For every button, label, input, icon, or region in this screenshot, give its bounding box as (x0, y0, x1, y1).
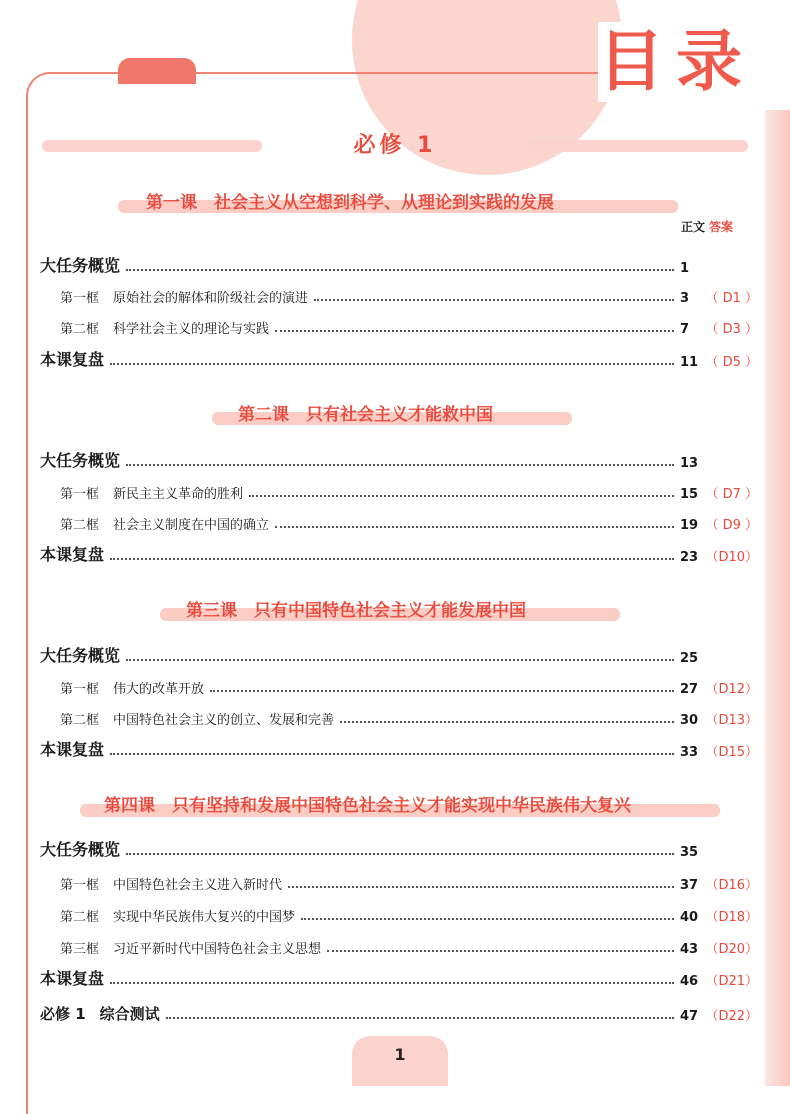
leader-dots (110, 982, 674, 984)
toc-page-number: 37 (680, 878, 699, 893)
toc-label: 第三框 习近平新时代中国特色社会主义思想 (60, 942, 322, 957)
leader-dots (314, 299, 674, 301)
toc-answer-page: （D20） (705, 942, 758, 957)
toc-label: 本课复盘 (40, 350, 105, 369)
toc-page-number: 47 (680, 1009, 699, 1024)
toc-page-number: 43 (680, 942, 699, 957)
toc-answer-page: （D13） (705, 713, 758, 728)
leader-dots (126, 853, 674, 855)
right-edge-strip (765, 110, 790, 1086)
toc-label: 大任务概览 (40, 840, 121, 859)
toc-page-number: 23 (680, 550, 699, 565)
toc-label: 第一框 伟大的改革开放 (60, 682, 205, 697)
lesson-title: 第一课 社会主义从空想到科学、从理论到实践的发展 (146, 193, 554, 213)
toc-label: 第二框 实现中华民族伟大复兴的中国梦 (60, 910, 296, 925)
lesson-title: 第三课 只有中国特色社会主义才能发展中国 (186, 601, 526, 621)
toc-answer-page: （ D3 ） (705, 322, 758, 337)
column-main-text: 正文 (681, 220, 706, 234)
toc-page-number: 40 (680, 910, 699, 925)
toc-answer-page: （ D9 ） (705, 518, 758, 533)
toc-row-frame[interactable] (40, 935, 758, 957)
toc-answer-page: （D10） (705, 550, 758, 565)
leader-dots (340, 721, 674, 723)
toc-row-review[interactable] (40, 543, 758, 565)
toc-label: 本课复盘 (40, 740, 105, 759)
toc-page-number: 7 (680, 322, 690, 337)
leader-dots (210, 690, 674, 692)
toc-answer-page: （D15） (705, 745, 758, 760)
toc-page-number: 19 (680, 518, 699, 533)
toc-label: 第二框 中国特色社会主义的创立、发展和完善 (60, 713, 335, 728)
toc-row-overview[interactable] (40, 254, 758, 276)
toc-label: 第一框 原始社会的解体和阶级社会的演进 (60, 291, 309, 306)
toc-row-final-test[interactable] (40, 1002, 758, 1024)
toc-label: 第二框 科学社会主义的理论与实践 (60, 322, 270, 337)
toc-row-overview[interactable] (40, 449, 758, 471)
column-answer: 答案 (709, 220, 734, 234)
toc-page-number: 35 (680, 845, 699, 860)
toc-answer-page: （D18） (705, 910, 758, 925)
toc-row-review[interactable] (40, 348, 758, 370)
toc-label: 第一框 中国特色社会主义进入新时代 (60, 878, 283, 893)
leader-dots (288, 886, 674, 888)
toc-answer-page: （ D1 ） (705, 291, 758, 306)
toc-answer-page: （ D5 ） (705, 355, 758, 370)
toc-page-number: 3 (680, 291, 690, 306)
toc-label: 大任务概览 (40, 256, 121, 275)
toc-answer-page: （D22） (705, 1009, 758, 1024)
toc-row-frame[interactable] (40, 480, 758, 502)
toc-row-frame[interactable] (40, 675, 758, 697)
page-title: 目录 (598, 22, 778, 102)
leader-dots (110, 363, 674, 365)
leader-dots (126, 464, 674, 466)
leader-dots (249, 495, 674, 497)
page-number: 1 (352, 1036, 448, 1086)
leader-dots (126, 269, 674, 271)
leader-dots (110, 558, 674, 560)
toc-page-number: 1 (680, 261, 690, 276)
toc-label: 本课复盘 (40, 969, 105, 988)
toc-page-number: 33 (680, 745, 699, 760)
toc-row-overview[interactable] (40, 644, 758, 666)
toc-page-number: 25 (680, 651, 699, 666)
toc-page-number: 13 (680, 456, 699, 471)
toc-label: 本课复盘 (40, 545, 105, 564)
toc-row-frame[interactable] (40, 903, 758, 925)
page-frame-border (26, 72, 748, 1114)
toc-row-overview[interactable] (40, 838, 758, 860)
leader-dots (275, 526, 674, 528)
toc-page-number: 27 (680, 682, 699, 697)
toc-label: 大任务概览 (40, 451, 121, 470)
toc-answer-page: （ D7 ） (705, 487, 758, 502)
toc-row-frame[interactable] (40, 706, 758, 728)
toc-row-frame[interactable] (40, 284, 758, 306)
leader-dots (301, 918, 674, 920)
leader-dots (110, 753, 674, 755)
toc-row-review[interactable] (40, 967, 758, 989)
toc-label: 必修 1 综合测试 (40, 1005, 160, 1023)
leader-dots (126, 659, 674, 661)
section-title: 必修 1 (353, 133, 437, 158)
toc-answer-page: （D21） (705, 974, 758, 989)
header-decoration-tab (118, 58, 196, 84)
column-headers (681, 218, 733, 235)
leader-dots (327, 950, 674, 952)
leader-dots (166, 1017, 674, 1019)
toc-page-number: 11 (680, 355, 699, 370)
toc-label: 大任务概览 (40, 646, 121, 665)
leader-dots (275, 330, 674, 332)
toc-row-frame[interactable] (40, 511, 758, 533)
toc-page-number: 46 (680, 974, 699, 989)
toc-row-review[interactable] (40, 738, 758, 760)
toc-row-frame[interactable] (40, 871, 758, 893)
toc-answer-page: （D16） (705, 878, 758, 893)
lesson-title: 第四课 只有坚持和发展中国特色社会主义才能实现中华民族伟大复兴 (104, 796, 631, 816)
toc-label: 第一框 新民主主义革命的胜利 (60, 487, 244, 502)
toc-page-number: 30 (680, 713, 699, 728)
toc-label: 第二框 社会主义制度在中国的确立 (60, 518, 270, 533)
toc-page-number: 15 (680, 487, 699, 502)
toc-row-frame[interactable] (40, 315, 758, 337)
lesson-title: 第二课 只有社会主义才能救中国 (238, 405, 493, 425)
toc-answer-page: （D12） (705, 682, 758, 697)
